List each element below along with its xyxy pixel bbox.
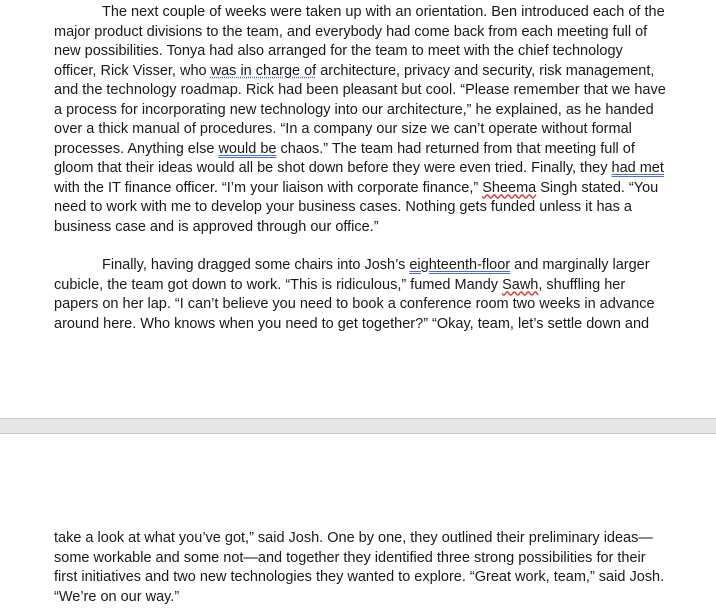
text-line[interactable]: some workable and some not—and together they identified three strong possibilities for their <box>54 549 646 566</box>
page-break-gap <box>0 418 716 434</box>
text-line[interactable]: gloom that their ideas would all be shot down before they were even tried. Finally, they had met <box>54 160 664 176</box>
text-line[interactable]: first initiatives and two new technologies they wanted to explore. “Great work, team,” said Josh. <box>54 569 665 585</box>
text-line[interactable]: new possibilities. Tonya had also arranged for the team to meet with the chief technology <box>54 43 623 59</box>
text-line[interactable]: Finally, having dragged some chairs into Josh’s eighteenth-floor and marginally larger <box>102 257 650 273</box>
text-line[interactable]: over a thick manual of procedures. “In a company our size we can’t operate without formal <box>54 121 632 137</box>
text-line[interactable]: “We’re on our way.” <box>54 588 180 605</box>
grammar-flag[interactable]: would be <box>218 140 277 157</box>
text-line[interactable]: need to work with me to develop your business cases. Nothing gets funded unless it has a <box>54 199 632 215</box>
document-page-2[interactable] <box>0 434 716 611</box>
text-line[interactable]: around here. Who knows when you need to get together?” “Okay, team, let’s settle down and <box>54 315 650 332</box>
text-line[interactable]: major product divisions to the team, and everybody had come back from each meeting full of <box>54 23 648 40</box>
text-line[interactable]: business case and is approved through our office.” <box>54 218 379 235</box>
text-line[interactable]: take a look at what you’ve got,” said Josh. One by one, they outlined their preliminary ideas— <box>54 530 653 546</box>
grammar-flag[interactable]: was in charge of <box>210 62 317 79</box>
spelling-flag[interactable]: Sawh <box>502 276 539 293</box>
grammar-flag[interactable]: had met <box>611 160 664 176</box>
text-line[interactable]: processes. Anything else would be chaos.” The team had returned from that meeting full of <box>54 140 635 157</box>
text-line[interactable]: cubicle, the team got down to work. “This is ridiculous,” fumed Mandy Sawh, shuffling her <box>54 276 626 293</box>
text-line[interactable]: a process for incorporating new technology into our architecture,” he explained, as he handed <box>54 101 654 118</box>
text-line[interactable]: officer, Rick Visser, who was in charge of architecture, privacy and security, risk management, <box>54 62 655 79</box>
grammar-flag[interactable]: eighteenth-floor <box>409 257 511 273</box>
text-line[interactable]: and the technology roadmap. Rick had been pleasant but cool. “Please remember that we have <box>54 82 666 98</box>
text-line[interactable]: The next couple of weeks were taken up with an orientation. Ben introduced each of the <box>102 4 665 20</box>
spelling-flag[interactable]: Sheema <box>482 179 537 196</box>
text-line[interactable]: with the IT finance officer. “I’m your liaison with corporate finance,” Sheema Singh stated. “You <box>54 179 659 196</box>
text-line[interactable]: papers on her lap. “I can’t believe you need to book a conference room two weeks in advance <box>54 296 655 312</box>
